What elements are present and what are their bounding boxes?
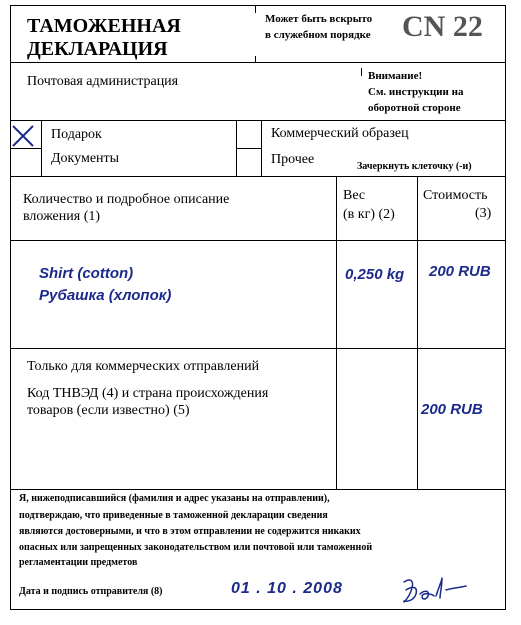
open-note-line2: в служебном порядке <box>265 29 371 41</box>
date-signature-label: Дата и подпись отправителя (8) <box>19 586 163 597</box>
form-title-line2: ДЕКЛАРАЦИЯ <box>27 38 168 60</box>
hs-code-line1: Код ТНВЭД (4) и страна происхождения <box>27 386 269 401</box>
column-header-weight-line2: (в кг) (2) <box>343 207 395 222</box>
form-code: CN 22 <box>402 10 483 43</box>
category-other-label: Прочее <box>271 152 315 167</box>
declaration-text-line1: Я, нижеподписавшийся (фамилия и адрес указаны на отправлении), <box>19 493 330 504</box>
cross-mark-icon <box>11 124 35 148</box>
category-commercial-sample-label: Коммерческий образец <box>271 126 409 141</box>
form-title-line1: ТАМОЖЕННАЯ <box>27 15 181 37</box>
declaration-text-line2: подтверждаю, что приведенные в таможенной декларации сведения <box>19 510 328 521</box>
customs-declaration-form <box>10 5 506 610</box>
declaration-text-line3: являются достоверными, и что в этом отправлении не содержится никаких <box>19 526 361 537</box>
declaration-text-line5: регламентации предметов <box>19 557 138 568</box>
checkbox-hint: Зачеркнуть клеточку (-и) <box>357 161 472 172</box>
category-documents-label: Документы <box>51 151 120 166</box>
item-description-line2: Рубашка (хлопок) <box>39 287 172 304</box>
column-header-description-line2: вложения (1) <box>23 209 101 224</box>
date-value: 01 . 10 . 2008 <box>231 580 343 597</box>
column-header-value-line1: Стоимость <box>423 188 488 203</box>
column-header-description-line1: Количество и подробное описание <box>23 192 230 207</box>
postal-administration-label: Почтовая администрация <box>27 74 179 89</box>
declaration-text-line4: опасных или запрещенных законодательством или почтовой или таможенной <box>19 542 373 553</box>
commercial-heading: Только для коммерческих отправлений <box>27 359 260 374</box>
checkbox-commercial-sample[interactable] <box>237 122 261 148</box>
item-weight: 0,250 kg <box>345 266 405 283</box>
total-value: 200 RUB <box>421 401 483 418</box>
notice-line1: Внимание! <box>368 70 423 82</box>
checkbox-other[interactable] <box>237 149 261 175</box>
item-description-line1: Shirt (cotton) <box>39 265 134 282</box>
item-value: 200 RUB <box>429 263 491 280</box>
column-header-value-line2: (3) <box>475 206 492 221</box>
handwritten-signature-icon <box>396 572 476 606</box>
hs-code-line2: товаров (если известно) (5) <box>27 403 190 418</box>
open-note-line1: Может быть вскрыто <box>265 13 373 25</box>
column-header-weight-line1: Вес <box>343 188 366 203</box>
checkbox-gift[interactable] <box>11 124 35 148</box>
notice-line2: См. инструкции на <box>368 86 464 98</box>
category-gift-label: Подарок <box>51 127 102 142</box>
notice-line3: оборотной стороне <box>368 102 461 114</box>
